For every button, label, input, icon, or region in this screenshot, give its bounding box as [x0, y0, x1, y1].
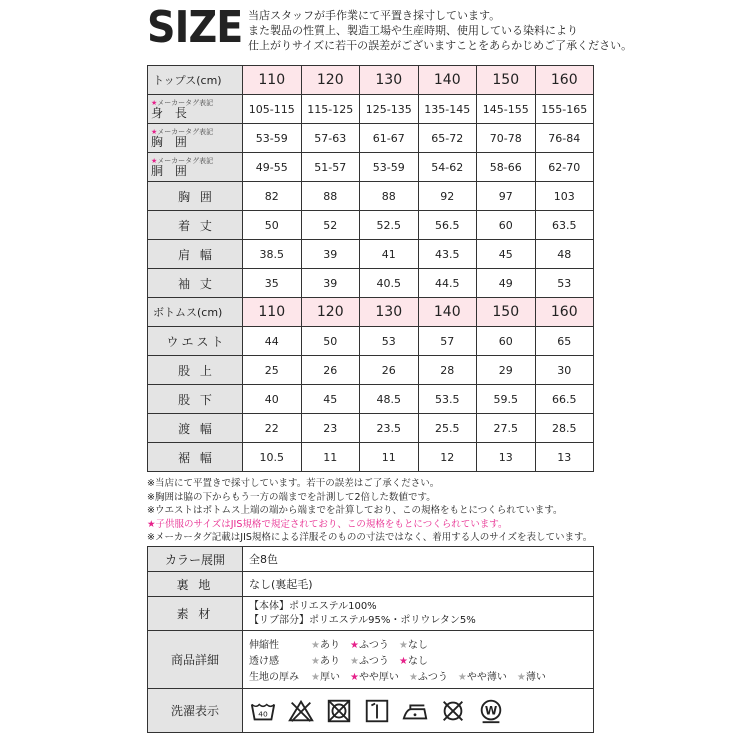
no-tumble-dry-icon — [325, 697, 353, 725]
star-icon: ★ — [151, 98, 158, 107]
wash-40-icon — [249, 697, 277, 725]
star-icon: ★ — [398, 656, 408, 667]
tops-header-row — [148, 66, 594, 95]
star-icon: ★ — [151, 127, 158, 136]
cell-value: 35 — [243, 269, 302, 298]
tops.tag_rows-row — [148, 153, 594, 182]
star-icon: ★ — [516, 672, 526, 683]
cell-value: 59.5 — [477, 385, 536, 414]
size-160: 160 — [535, 298, 594, 327]
line-dry-icon — [363, 697, 391, 725]
cell-value: 30 — [535, 356, 594, 385]
detail-option — [311, 636, 340, 651]
option-text: 薄い — [525, 672, 546, 683]
cell-value: 26 — [360, 356, 419, 385]
detail-option — [399, 636, 428, 651]
measurement-note: 当店スタッフが手作業にて平置き採寸しています。 また製品の性質上、製造工場や生産時期、使用している染料により 仕上がりサイズに若干の誤差がございますことをあらかじめご了承ください。 — [248, 9, 633, 52]
cell-value: 49-55 — [243, 153, 302, 182]
wet-clean-icon — [477, 697, 505, 725]
cell-value: 65 — [535, 327, 594, 356]
cell-value: 155-165 — [535, 95, 594, 124]
bottoms-header: ボトムス(cm) — [148, 298, 243, 327]
cell-value: 45 — [301, 385, 360, 414]
cell-value: 88 — [301, 182, 360, 211]
option-text: ふつう — [417, 672, 448, 683]
option-text: あり — [319, 640, 340, 651]
cell-value: 39 — [301, 269, 360, 298]
tops.rows-row — [148, 240, 594, 269]
star-icon: ★ — [398, 640, 408, 651]
detail-option — [350, 652, 389, 667]
cell-value: 45 — [477, 240, 536, 269]
tag-note: ★メーカータグ表記 — [151, 127, 214, 136]
detail-option — [311, 652, 340, 667]
row-label: 股 下 — [148, 385, 243, 414]
bottoms-header-row — [148, 298, 594, 327]
cell-value: 76-84 — [535, 124, 594, 153]
size-150: 150 — [477, 66, 536, 95]
cell-value: 38.5 — [243, 240, 302, 269]
detail-option — [350, 636, 389, 651]
option-text: なし — [407, 640, 428, 651]
info-table — [147, 546, 594, 733]
notes: ※当店にて平置きで採寸しています。若干の誤差はご了承ください。 ※胸囲は脇の下からもう一方の端までを計測して2倍した数値です。 ※ウエストはボトムス上端の端から端までを計算しており、この規格をもとにつくられています。 ★子供服のサイズはJIS規格で規定されており、この規格をもとにつくられています。 ※メーカータグ記載はJIS規格による洋服そのものの寸法ではなく、着用する人のサイズを表しています。 — [147, 478, 593, 543]
row-label: 肩 幅 — [148, 240, 243, 269]
bottoms.rows-row — [148, 385, 594, 414]
cell-value: 61-67 — [360, 124, 419, 153]
row-label: 袖 丈 — [148, 269, 243, 298]
cell-value: 40.5 — [360, 269, 419, 298]
cell-value: 88 — [360, 182, 419, 211]
option-text: 厚い — [319, 672, 340, 683]
size-130: 130 — [360, 66, 419, 95]
tops.tag_rows-row — [148, 95, 594, 124]
cell-value: 28.5 — [535, 414, 594, 443]
cell-value: 25 — [243, 356, 302, 385]
detail-name: 生地の厚み — [249, 672, 299, 683]
option-text: やや薄い — [466, 672, 507, 683]
cell-value: 52 — [301, 211, 360, 240]
star-icon: ★ — [408, 672, 418, 683]
cell-value: 65-72 — [418, 124, 477, 153]
cell-value: 115-125 — [301, 95, 360, 124]
cell-value: 53 — [360, 327, 419, 356]
star-icon: ★ — [349, 640, 359, 651]
size-logo: SIZE — [147, 2, 243, 53]
option-text: ふつう — [358, 656, 389, 667]
cell-value: 125-135 — [360, 95, 419, 124]
cell-value: 53-59 — [360, 153, 419, 182]
row-label — [148, 95, 243, 124]
cell-value: 49 — [477, 269, 536, 298]
tops.tag_rows-row — [148, 124, 594, 153]
detail-row — [249, 636, 593, 652]
detail-name: 透け感 — [249, 656, 279, 667]
size-160: 160 — [535, 66, 594, 95]
row-name: 胴 囲 — [151, 163, 191, 178]
lining-row: 裏 地 なし(裏起毛) — [148, 572, 594, 597]
cell-value: 50 — [301, 327, 360, 356]
star-icon: ★ — [311, 672, 320, 683]
size-150: 150 — [477, 298, 536, 327]
cell-value: 54-62 — [418, 153, 477, 182]
color-row: カラー展開 全8色 — [148, 547, 594, 572]
size-140: 140 — [418, 66, 477, 95]
detail-option — [311, 668, 340, 683]
cell-value: 58-66 — [477, 153, 536, 182]
cell-value: 26 — [301, 356, 360, 385]
option-text: やや厚い — [358, 672, 399, 683]
cell-value: 13 — [535, 443, 594, 472]
no-bleach-icon — [287, 697, 315, 725]
star-icon: ★ — [349, 672, 359, 683]
cell-value: 56.5 — [418, 211, 477, 240]
size-120: 120 — [301, 66, 360, 95]
bottoms.rows-row — [148, 356, 594, 385]
option-text: あり — [319, 656, 340, 667]
detail-option — [458, 668, 507, 683]
detail-option — [350, 668, 399, 683]
cell-value: 40 — [243, 385, 302, 414]
row-label: 着 丈 — [148, 211, 243, 240]
row-label: 裾 幅 — [148, 443, 243, 472]
cell-value: 145-155 — [477, 95, 536, 124]
cell-value: 23.5 — [360, 414, 419, 443]
tops.rows-row — [148, 269, 594, 298]
cell-value: 82 — [243, 182, 302, 211]
no-dry-clean-icon — [439, 697, 467, 725]
svg-text:40: 40 — [258, 709, 268, 719]
cell-value: 63.5 — [535, 211, 594, 240]
tag-note: ★メーカータグ表記 — [151, 156, 214, 165]
row-name: 胸 囲 — [151, 134, 191, 149]
size-110: 110 — [243, 66, 302, 95]
cell-value: 25.5 — [418, 414, 477, 443]
star-icon: ★ — [311, 640, 320, 651]
option-text: ふつう — [358, 640, 389, 651]
cell-value: 66.5 — [535, 385, 594, 414]
cell-value: 44 — [243, 327, 302, 356]
size-140: 140 — [418, 298, 477, 327]
bottoms.rows-row — [148, 414, 594, 443]
cell-value: 48 — [535, 240, 594, 269]
cell-value: 70-78 — [477, 124, 536, 153]
cell-value: 62-70 — [535, 153, 594, 182]
tops.rows-row — [148, 182, 594, 211]
cell-value: 29 — [477, 356, 536, 385]
tops.rows-row — [148, 211, 594, 240]
option-text: なし — [407, 656, 428, 667]
cell-value: 97 — [477, 182, 536, 211]
cell-value: 43.5 — [418, 240, 477, 269]
detail-option — [517, 668, 546, 683]
detail-name: 伸縮性 — [249, 640, 279, 651]
bottoms.rows-row — [148, 443, 594, 472]
cell-value: 50 — [243, 211, 302, 240]
cell-value: 53.5 — [418, 385, 477, 414]
cell-value: 48.5 — [360, 385, 419, 414]
cell-value: 105-115 — [243, 95, 302, 124]
detail-option — [399, 652, 428, 667]
star-icon: ★ — [311, 656, 320, 667]
cell-value: 23 — [301, 414, 360, 443]
cell-value: 10.5 — [243, 443, 302, 472]
cell-value: 13 — [477, 443, 536, 472]
cell-value: 103 — [535, 182, 594, 211]
cell-value: 41 — [360, 240, 419, 269]
size-130: 130 — [360, 298, 419, 327]
row-label — [148, 124, 243, 153]
row-label: ウエスト — [148, 327, 243, 356]
details-row: 商品詳細 伸縮性 ★あり ★ふつう ★なし 透け感 ★あり ★ふつう ★なし 生地の厚み ★厚い ★やや厚い ★ふつう ★やや薄い ★薄い — [148, 631, 594, 689]
cell-value: 27.5 — [477, 414, 536, 443]
tops-header: トップス(cm) — [148, 66, 243, 95]
star-icon: ★ — [151, 156, 158, 165]
cell-value: 57-63 — [301, 124, 360, 153]
cell-value: 11 — [301, 443, 360, 472]
star-icon: ★ — [457, 672, 467, 683]
cell-value: 135-145 — [418, 95, 477, 124]
star-icon: ★ — [349, 656, 359, 667]
row-label — [148, 153, 243, 182]
row-label: 渡 幅 — [148, 414, 243, 443]
row-label: 股 上 — [148, 356, 243, 385]
detail-row — [249, 652, 593, 668]
detail-option — [409, 668, 448, 683]
cell-value: 60 — [477, 211, 536, 240]
detail-row — [249, 668, 593, 684]
tag-note: ★メーカータグ表記 — [151, 98, 214, 107]
cell-value: 28 — [418, 356, 477, 385]
cell-value: 51-57 — [301, 153, 360, 182]
row-label: 胸 囲 — [148, 182, 243, 211]
cell-value: 39 — [301, 240, 360, 269]
cell-value: 53 — [535, 269, 594, 298]
cell-value: 44.5 — [418, 269, 477, 298]
cell-value: 11 — [360, 443, 419, 472]
bottoms.rows-row — [148, 327, 594, 356]
svg-text:W: W — [484, 703, 498, 717]
material-row: 素 材 【本体】ポリエステル100% 【リブ部分】ポリエステル95%・ポリウレタン5% — [148, 597, 594, 631]
cell-value: 57 — [418, 327, 477, 356]
cell-value: 12 — [418, 443, 477, 472]
cell-value: 53-59 — [243, 124, 302, 153]
cell-value: 92 — [418, 182, 477, 211]
cell-value: 60 — [477, 327, 536, 356]
cell-value: 22 — [243, 414, 302, 443]
size-table — [147, 65, 594, 472]
washing-row: 洗濯表示 40 W — [148, 689, 594, 733]
cell-value: 52.5 — [360, 211, 419, 240]
size-120: 120 — [301, 298, 360, 327]
iron-low-icon — [401, 697, 429, 725]
row-name: 身 長 — [151, 105, 191, 120]
size-110: 110 — [243, 298, 302, 327]
